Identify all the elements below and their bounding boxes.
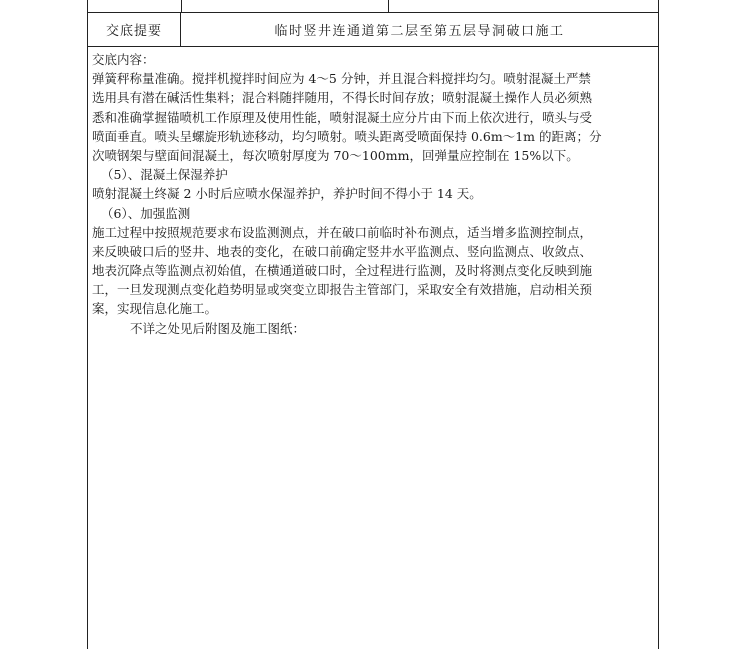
content-line: 悉和准确掌握锚喷机工作原理及使用性能，喷射混凝土应分片由下而上依次进行，喷头与受 bbox=[92, 109, 593, 125]
summary-title: 临时竖井连通道第二层至第五层导洞破口施工 bbox=[274, 23, 565, 39]
content-line: 工，一旦发现测点变化趋势明显或突变立即报告主管部门，采取安全有效措施，启动相关预 bbox=[92, 282, 593, 298]
content-line: 弹簧秤称量准确。搅拌机搅拌时间应为 4～5 分钟，并且混合料搅拌均匀。喷射混凝土严禁 bbox=[92, 71, 591, 87]
content-line: 来反映破口后的竖井、地表的变化，在破口前确定竖井水平监测点、竖向监测点、收敛点、 bbox=[92, 243, 593, 259]
content-line: 案，实现信息化施工。 bbox=[92, 301, 218, 317]
disclosure-content bbox=[92, 50, 654, 338]
section-heading: （6）、加强监测 bbox=[101, 205, 191, 221]
section-heading: （5）、混凝土保湿养护 bbox=[101, 167, 228, 183]
content-line: 不详之处见后附图及施工图纸： bbox=[130, 320, 306, 336]
content-line: 喷面垂直。喷头呈螺旋形轨迹移动，均匀喷射。喷头距离受喷面保持 0.6m～1m 的距离；分 bbox=[92, 128, 602, 144]
content-line: 喷射混凝土终凝 2 小时后应喷水保湿养护，养护时间不得小于 14 天。 bbox=[92, 186, 482, 202]
content-line: 次喷钢架与壁面间混凝土，每次喷射厚度为 70～100mm，回弹量应控制在 15%以下。 bbox=[92, 147, 579, 163]
summary-row bbox=[88, 12, 658, 47]
column-divider bbox=[388, 0, 389, 12]
content-line: 地表沉降点等监测点初始值，在横通道破口时，全过程进行监测，及时将测点变化反映到施 bbox=[92, 263, 593, 279]
column-divider bbox=[181, 0, 182, 12]
document-table bbox=[87, 0, 659, 649]
content-line: 施工过程中按照规范要求布设监测测点，并在破口前临时补布测点，适当增多监测控制点， bbox=[92, 224, 593, 240]
summary-label: 交底提要 bbox=[88, 12, 181, 46]
content-line: 选用具有潜在碱活性集料；混合料随拌随用，不得长时间存放；喷射混凝土操作人员必须熟 bbox=[92, 90, 593, 106]
content-line: 交底内容： bbox=[92, 52, 155, 67]
